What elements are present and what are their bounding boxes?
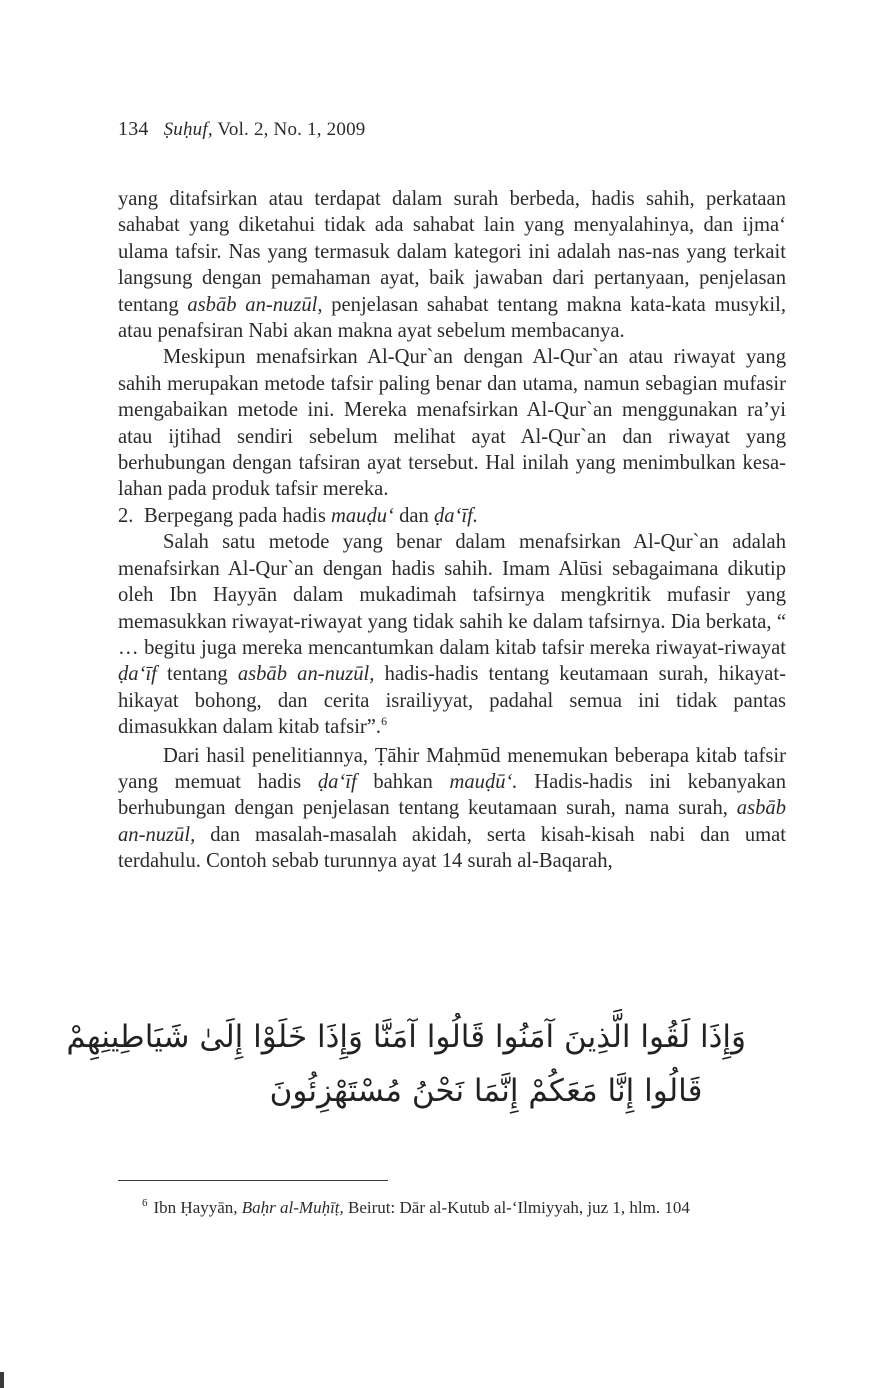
paragraph-1 [118, 186, 786, 344]
journal-name: Ṣuḥuf, [163, 119, 213, 140]
heading-number: 2. [118, 504, 134, 527]
arabic-verse-line-1: وَإِذَا لَقُوا الَّذِينَ آمَنُوا قَالُوا آمَنَّا وَإِذَا خَلَوْا إِلَىٰ شَيَاطِينِهِمْ [66, 1019, 746, 1055]
section-heading-2 [118, 503, 786, 529]
running-header [118, 118, 365, 141]
italic-term: mauḍu‘ [331, 504, 394, 527]
body-text [118, 186, 786, 875]
italic-term: ḍa‘īf [317, 770, 357, 793]
text-run: Beirut: Dār al-Kutub al-‘Ilmiyyah, juz 1, hlm. 104 [343, 1198, 690, 1217]
italic-term: ḍa‘īf [118, 663, 157, 686]
text-run: Salah satu metode yang benar dalam menafsirkan Al-Qur`an adalah menafsirkan Al-Qur`an dengan hadis sahih. Imam Alūsi sebagaimana dikutip oleh Ibn Hayyān dalam mukadimah tafsirnya mengkritik mufasir yang memasukkan riwayat-riwayat yang tidak sahih ke dalam tafsirnya. Dia berkata, “ … begitu juga mereka mencantumkan dalam kitab tafsir mereka riwayat-riwayat [118, 531, 786, 659]
text-run: Hadis-hadis ini kebanyakan berhubungan dengan penjelasan tentang keutamaan surah, nama surah, [118, 770, 786, 820]
paragraph-4 [118, 743, 786, 875]
text-run: dan [393, 504, 434, 527]
footnote-divider [118, 1180, 388, 1181]
page-number: 134 [118, 118, 149, 140]
italic-term: asbāb an-nuzūl, [237, 663, 375, 686]
text-run: yang ditafsirkan atau terdapat dalam surah berbeda, hadis sahih, perkataan sahabat yang diketahui tidak ada sahabat lain yang menyalahinya, dan ijma‘ ulama tafsir. Nas yang termasuk dalam kategori ini adalah nas-nas yang terkait langsung dengan pemahaman ayat, baik jawaban dari pertanyaan, penjelasan tentang [118, 188, 786, 316]
paragraph-2: Meskipun menafsirkan Al-Qur`an dengan Al-Qur`an atau riwayat yang sahih merupakan metode tafsir paling benar dan utama, namun sebagian mufasir mengabaikan metode ini. Mereka menafsirkan Al-Qur`an menggunakan ra’yi atau ijtihad sendiri sebelum melihat ayat Al-Qur`an dan riwayat yang berhubungan dengan tafsiran ayat tersebut. Hal inilah yang menimbulkan kesalahan pada produk tafsir mereka. [118, 346, 786, 501]
text-run: dan masalah-masalah akidah, serta kisah-kisah nabi dan umat terdahulu. Contoh sebab turunnya ayat 14 surah al-Baqarah, [118, 823, 786, 873]
italic-term: asbāb an-nuzūl, [118, 797, 786, 846]
arabic-verse [66, 1010, 746, 1118]
text-run: Ibn Ḥayyān, [153, 1198, 242, 1217]
text-run: Dari hasil penelitiannya, Ṭāhir Maḥmūd menemukan beberapa kitab tafsir yang memuat hadis [118, 744, 786, 793]
text-run: penjelasan sahabat tentang makna kata-kata musykil, atau penafsiran Nabi akan makna ayat sebelum membacanya. [118, 293, 786, 343]
text-run: bahkan [356, 770, 450, 793]
footnote-6: 6 Ibn Ḥayyān, Baḥr al-Muḥīṭ, Beirut: Dār al-Kutub al-‘Ilmiyyah, juz 1, hlm. 104 [142, 1197, 690, 1217]
italic-term: ḍa‘īf. [433, 504, 478, 527]
text-run: tentang [156, 663, 238, 686]
text-run: Berpegang pada hadis [144, 504, 331, 527]
volume-info: Vol. 2, No. 1, 2009 [217, 119, 366, 140]
text-run: hadis-hadis tentang keutamaan surah, hikayat-hikayat bohong, dan cerita israiliyyat, padahal semua ini tidak pantas dimasukkan dalam kitab tafsir”. [118, 663, 787, 739]
italic-term: mauḍū‘. [449, 770, 518, 793]
paragraph-3 [118, 529, 786, 740]
arabic-verse-line-2: قَالُوا إِنَّا مَعَكُمْ إِنَّمَا نَحْنُ مُسْتَهْزِئُونَ [269, 1073, 703, 1109]
italic-term: Baḥr al-Muḥīṭ, [241, 1198, 344, 1217]
scan-edge-mark [0, 1372, 4, 1388]
footnote-reference[interactable]: 6 [381, 714, 388, 729]
italic-term: asbāb an-nuzūl, [187, 293, 323, 316]
